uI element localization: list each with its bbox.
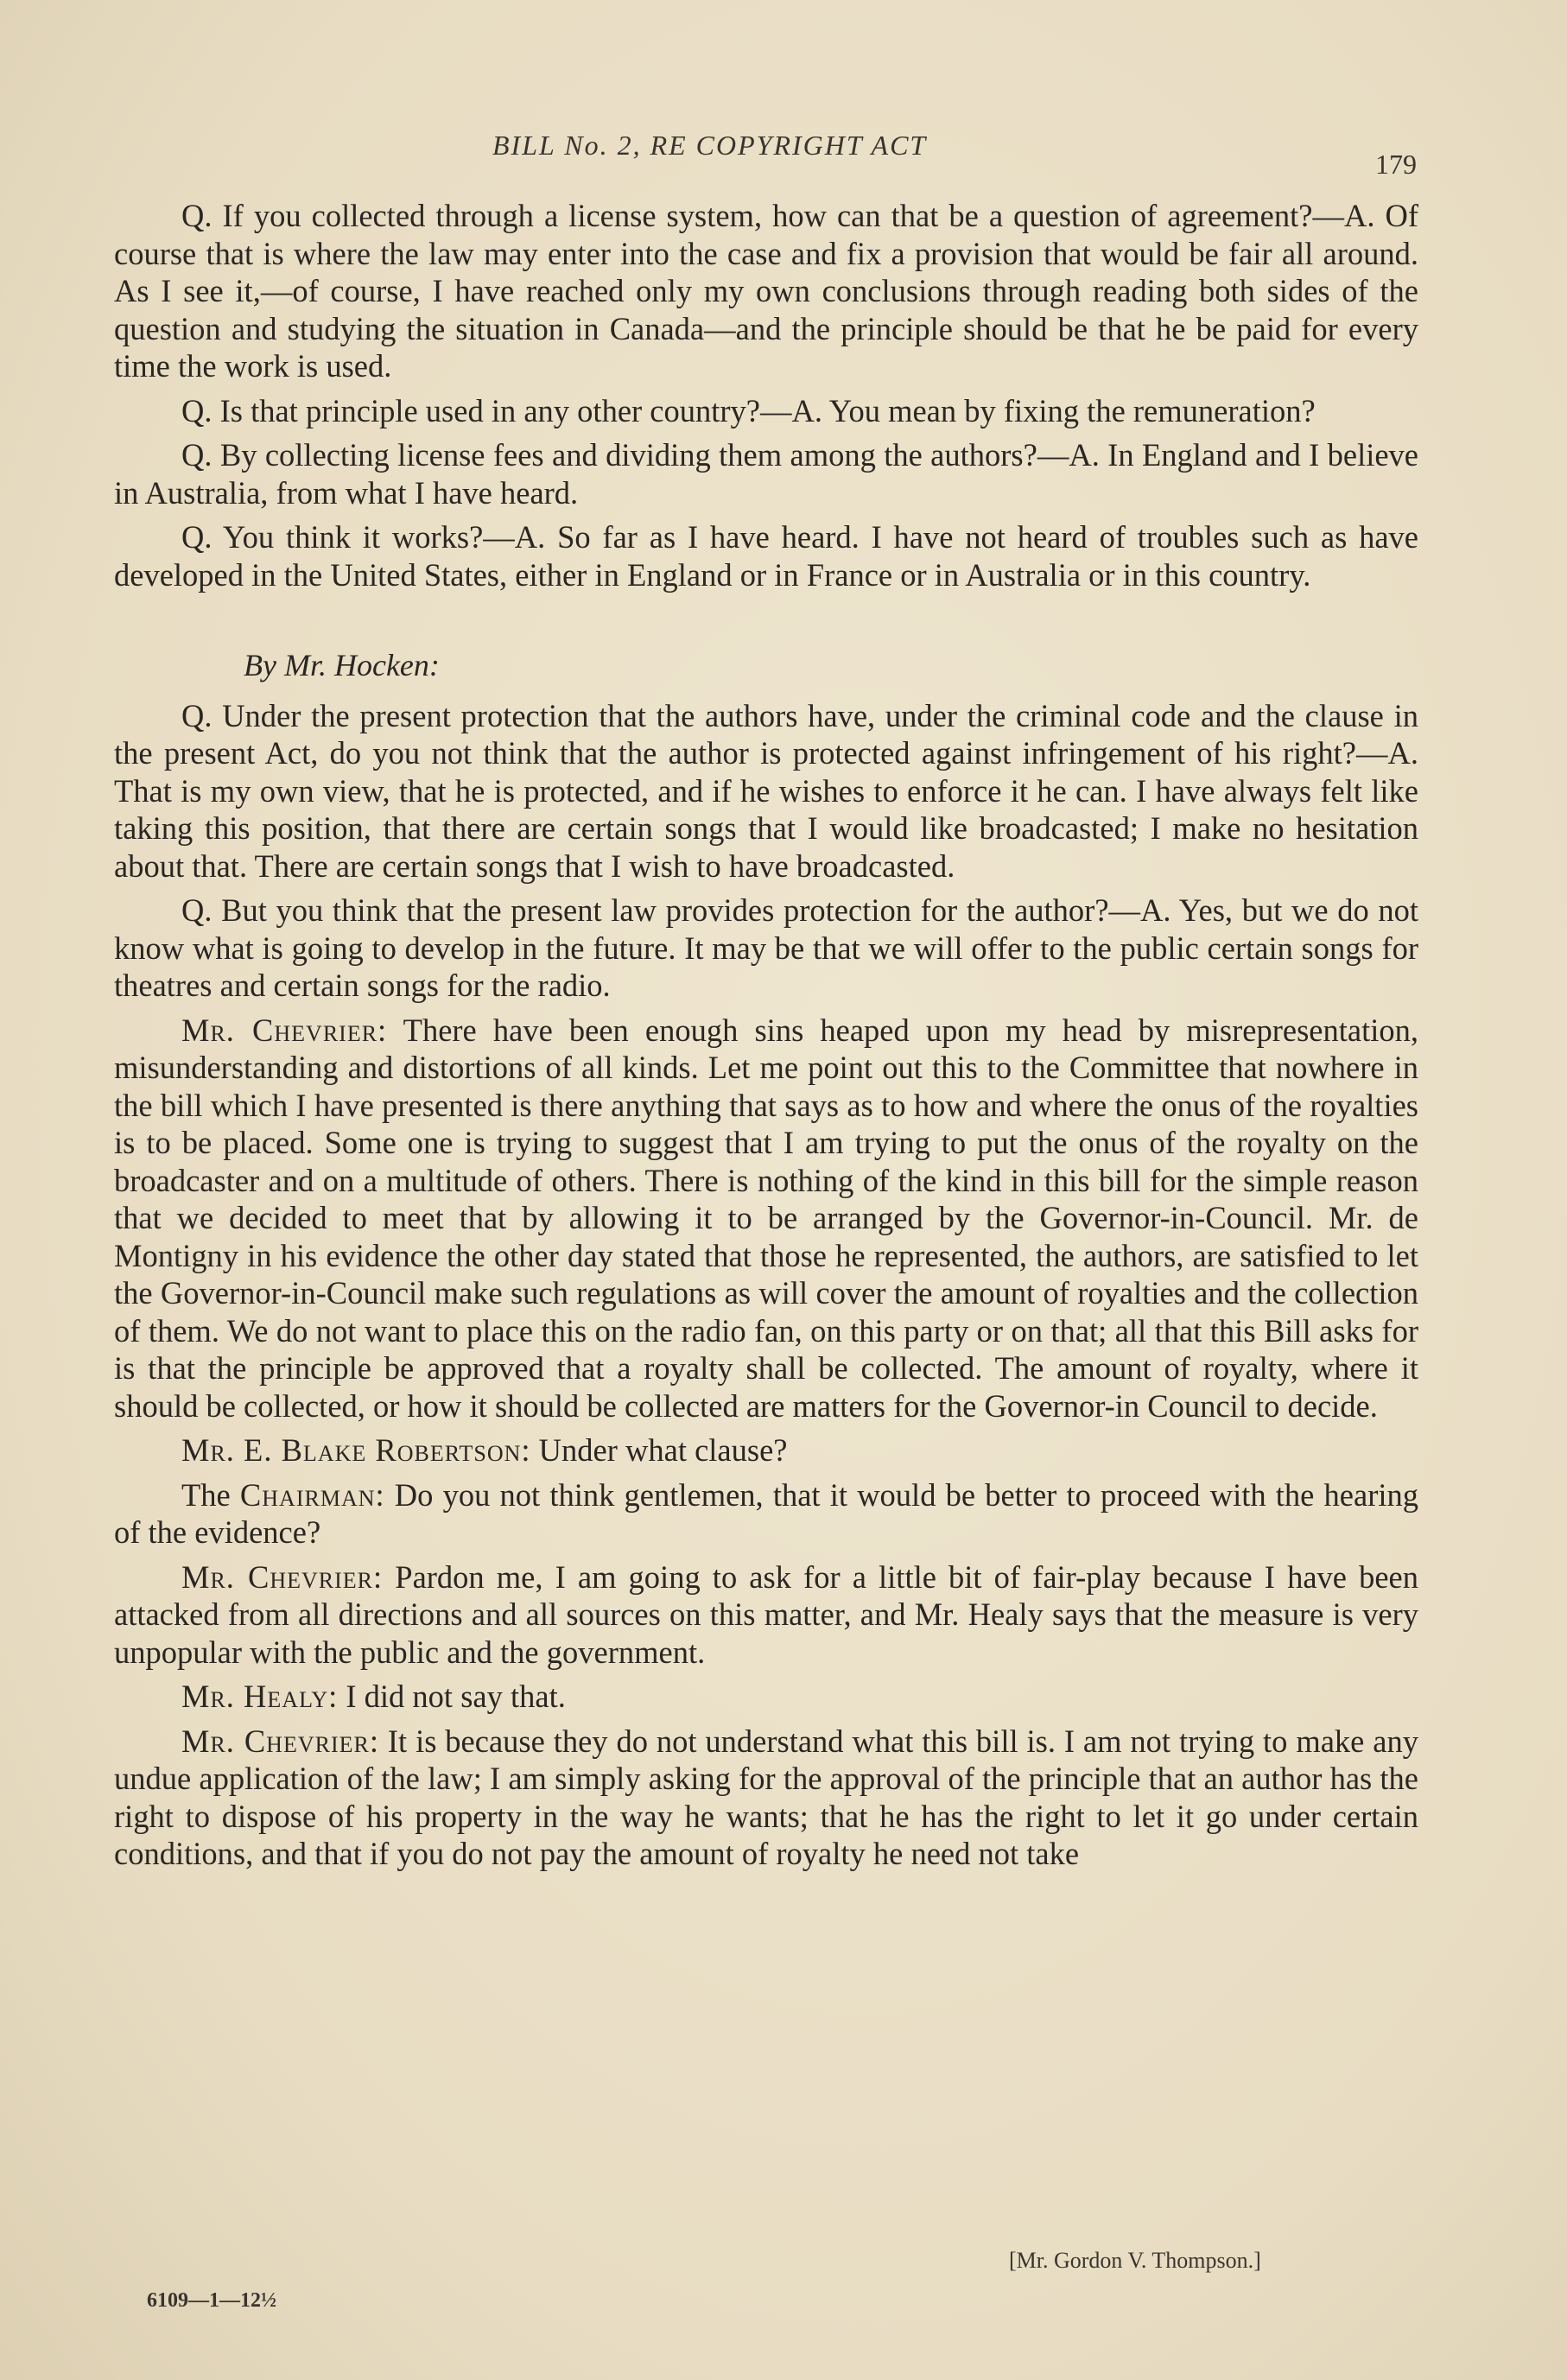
paragraph: Q. Under the present protection that the authors have, under the criminal code and the clause in the present Act, do you not think that the author is protected against infringement of his right?—A. That is my own view, that he is protected, and if he wishes to enforce it he can. I have always felt like taking this position, that there are certain songs that I would like broadcasted; I make no hesitation about that. There are certain songs that I wish to have broadcasted. bbox=[114, 697, 1418, 884]
paragraph: Q. But you think that the present law provides protection for the author?—A. Yes, but we do not know what is going to develop in the future. It may be that we will offer to the public certain songs for theatres and certain songs for the radio. bbox=[114, 892, 1418, 1003]
speech-text: I did not say that. bbox=[338, 1679, 566, 1714]
page-number: 179 bbox=[1375, 149, 1417, 180]
speaker-name: Mr. E. Blake Robertson: bbox=[181, 1432, 531, 1468]
speech-text: It is because they do not understand what this bill is. I am not trying to make any undue application of the law; I am simply asking for the approval of the principle that an author has the right to dispose of his property in the way he wants; that he has the right to let it go under certain conditions, and that if you do not pay the amount of royalty he need not take bbox=[114, 1723, 1418, 1871]
running-header: BILL No. 2, RE COPYRIGHT ACT bbox=[492, 130, 928, 161]
speech-text: Under what clause? bbox=[530, 1432, 788, 1468]
speaker-footnote: [Mr. Gordon V. Thompson.] bbox=[1009, 2248, 1261, 2273]
paragraph: Q. You think it works?—A. So far as I have heard. I have not heard of troubles such as have developed in the United States, either in England or in France or in Australia or in this country. bbox=[114, 519, 1418, 593]
section-subhead: By Mr. Hocken: bbox=[244, 648, 440, 682]
speech-prefix: The bbox=[181, 1476, 240, 1513]
speaker-name: Mr. Chevrier: bbox=[181, 1723, 379, 1759]
paragraph: Q. If you collected through a license system, how can that be a question of agreement?—A. Of course that is where the law may enter into the case and fix a provision that would be fair all around. As I see it,—of course, I have reached only my own conclusions through reading both sides of the question and studying the situation in Canada—and the principle should be that he be paid for every time the work is used. bbox=[114, 198, 1418, 384]
speech-text: There have been enough sins heaped upon my head by misrepresentation, misunderstanding and distortions of all kinds. Let me point out this to the Committee that nowhere in the bill which I have presented is there anything that says as to how and where the onus of the royalties is to be placed. Some one is trying to suggest that I am trying to put the onus of the royalty on the broadcaster and on a multitude of others. There is nothing of the kind in this bill for the simple reason that we decided to meet that by allowing it to be arranged by the Governor-in-Council. Mr. de Montigny in his evidence the other day stated that those he represented, the authors, are satisfied to let the Governor-in-Council make such regulations as will cover the amount of royalties and the collection of them. We do not want to place this on the radio fan, on this party or on that; all that this Bill asks for is that the principle be approved that a royalty shall be collected. The amount of royalty, where it should be collected, or how it should be collected are matters for the Governor-in Council to decide. bbox=[114, 1012, 1418, 1424]
printer-signature: 6109—1—12½ bbox=[147, 2289, 276, 2312]
speech-text: Do you not think gentlemen, that it would be better to proceed with the hearing of the evidence? bbox=[114, 1476, 1418, 1550]
speaker-name: Mr. Chevrier: bbox=[181, 1558, 384, 1595]
speech-text: Pardon me, I am going to ask for a little bit of fair-play because I have been attacked from all directions and all sources on this matter, and Mr. Healy says that the measure is very unpopular with the public and the government. bbox=[114, 1558, 1418, 1670]
page-body bbox=[114, 197, 1418, 1880]
paragraph: Q. Is that principle used in any other country?—A. You mean by fixing the remuneration? bbox=[181, 392, 1316, 428]
speaker-name: Chairman: bbox=[239, 1476, 385, 1513]
speech-paragraph bbox=[114, 1558, 1418, 1672]
speaker-name: Mr. Healy: bbox=[181, 1679, 339, 1714]
speech-paragraph bbox=[114, 1431, 1418, 1469]
speech-paragraph bbox=[114, 1723, 1418, 1873]
speech-paragraph bbox=[114, 1476, 1418, 1552]
speech-paragraph bbox=[114, 1012, 1418, 1425]
speaker-name: Mr. Chevrier: bbox=[181, 1012, 388, 1048]
speech-paragraph bbox=[114, 1678, 1418, 1716]
paragraph: Q. By collecting license fees and dividing them among the authors?—A. In England and I believe in Australia, from what I have heard. bbox=[114, 437, 1418, 511]
